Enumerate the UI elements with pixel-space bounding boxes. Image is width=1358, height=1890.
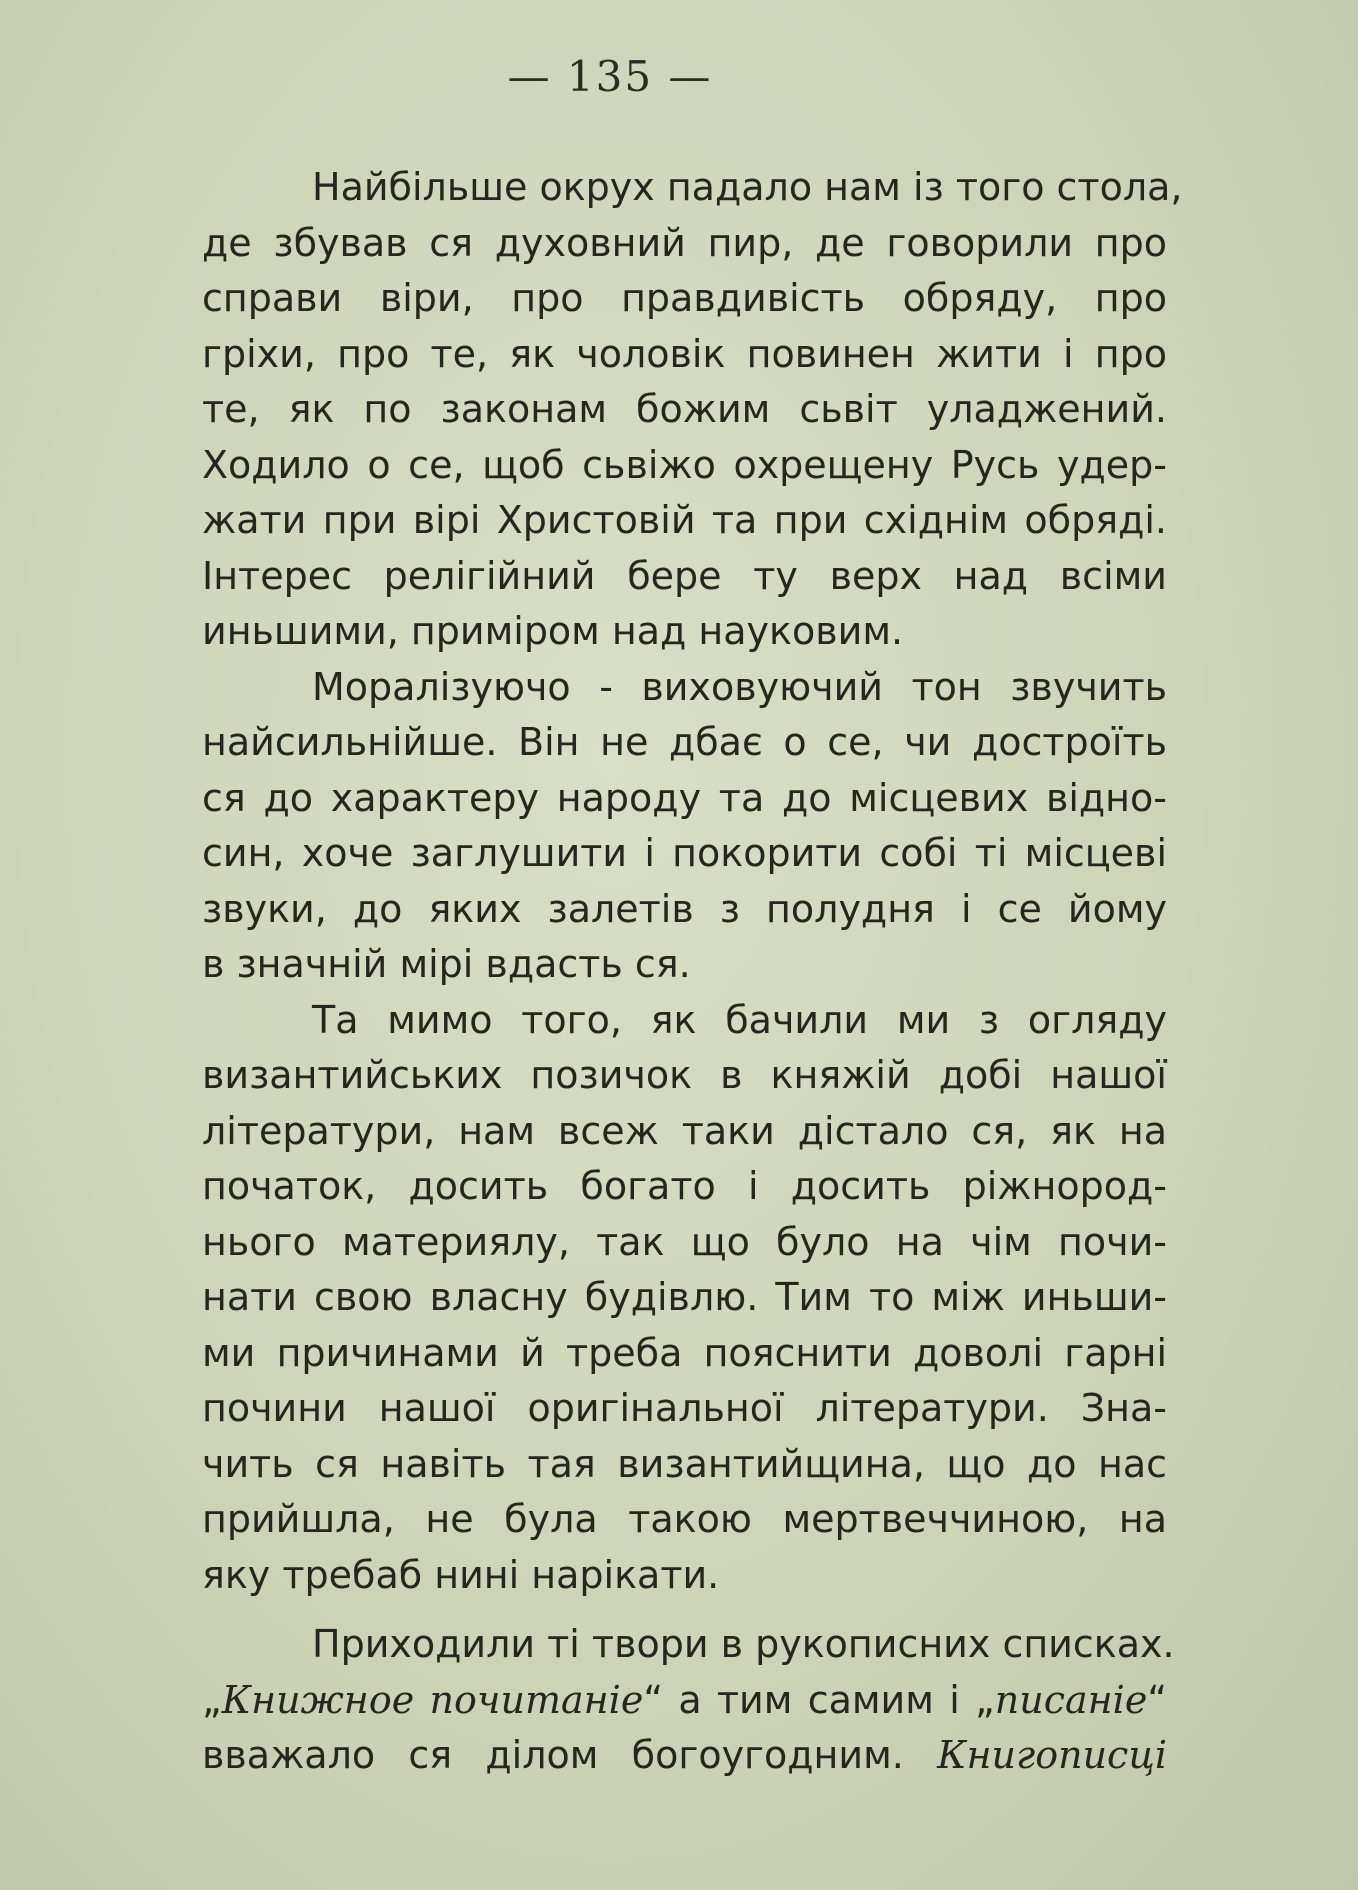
page-number: — 135 — bbox=[507, 52, 713, 101]
text-fragment: “ а тим самим і „ bbox=[643, 1677, 995, 1722]
italic-phrase: Книжное почитаніе bbox=[221, 1677, 644, 1722]
text-line: Ходило о се, щоб сьвіжо охрещену Русь удер- bbox=[202, 442, 1167, 487]
text-line: Моралізуючо - виховуючий тон звучить bbox=[312, 664, 1167, 709]
paragraph-1 bbox=[92, 160, 1183, 660]
text-line: почини нашої оригінальної літератури. Зна- bbox=[202, 1386, 1167, 1430]
paragraph-4 bbox=[92, 1617, 1175, 1784]
body-text bbox=[92, 160, 1183, 1784]
text-line: яку требаб нині нарікати. bbox=[202, 1552, 720, 1597]
text-line: літератури, нам всеж таки дістало ся, як на bbox=[202, 1108, 1167, 1153]
text-line: те, як по законам божим сьвіт уладжений. bbox=[202, 387, 1167, 431]
text-line: Найбільше окрух падало нам із того стола, bbox=[312, 165, 1183, 209]
paragraph-3 bbox=[92, 993, 1167, 1604]
text-line: найсильнійше. Він не дбає о се, чи достроїть bbox=[202, 720, 1167, 764]
text-line-with-italics bbox=[92, 1728, 1167, 1784]
text-line: Інтерес релігійний бере ту верх над всіми bbox=[202, 553, 1167, 598]
text-line: иньшими, примірoм над науковим. bbox=[202, 609, 904, 653]
open-quote: „ bbox=[202, 1677, 222, 1722]
text-line: чить ся навіть тая византийщина, що до нас bbox=[202, 1441, 1167, 1486]
text-line: жати при вірі Христовій та при східнім обряді. bbox=[202, 498, 1167, 542]
text-line: в значній мірі вдасть ся. bbox=[202, 942, 691, 986]
text-line: Приходили ті твори в рукописних списках. bbox=[312, 1622, 1175, 1666]
text-line: початок, досить богато і досить ріжнород- bbox=[202, 1164, 1167, 1208]
text-line: син, хоче заглушити і покорити собі ті місцеві bbox=[202, 831, 1167, 875]
text-line: византийських позичок в княжій добі нашої bbox=[202, 1053, 1167, 1097]
text-line: ся до характеру народу та до місцевих відно- bbox=[202, 775, 1167, 820]
text-line: прийшла, не була такою мертвеччиною, на bbox=[202, 1497, 1167, 1541]
text-line-with-italics bbox=[92, 1673, 1167, 1729]
text-line: де збував ся духовний пир, де говорили про bbox=[202, 220, 1167, 265]
text-line: ми причинами й треба пояснити доволі гарні bbox=[202, 1330, 1167, 1375]
paragraph-2 bbox=[92, 660, 1167, 993]
italic-phrase: писаніе bbox=[994, 1677, 1148, 1722]
close-quote: “ bbox=[1147, 1677, 1167, 1722]
italic-phrase: Книгописці bbox=[937, 1733, 1167, 1777]
text-line: нати свою власну будівлю. Тим то між иньши- bbox=[202, 1275, 1167, 1319]
text-line: справи віри, про правдивість обряду, про bbox=[202, 276, 1167, 320]
text-line: гріхи, про те, як чоловік повинен жити і про bbox=[202, 331, 1167, 376]
text-line: нього материялу, так що було на чім почи- bbox=[202, 1219, 1167, 1264]
text-fragment: вважало ся ділом богоугодним. bbox=[202, 1733, 938, 1777]
text-line: Та мимо того, як бачили ми з огляду bbox=[312, 997, 1167, 1042]
text-line: звуки, до яких залетів з полудня і се йому bbox=[202, 886, 1167, 931]
